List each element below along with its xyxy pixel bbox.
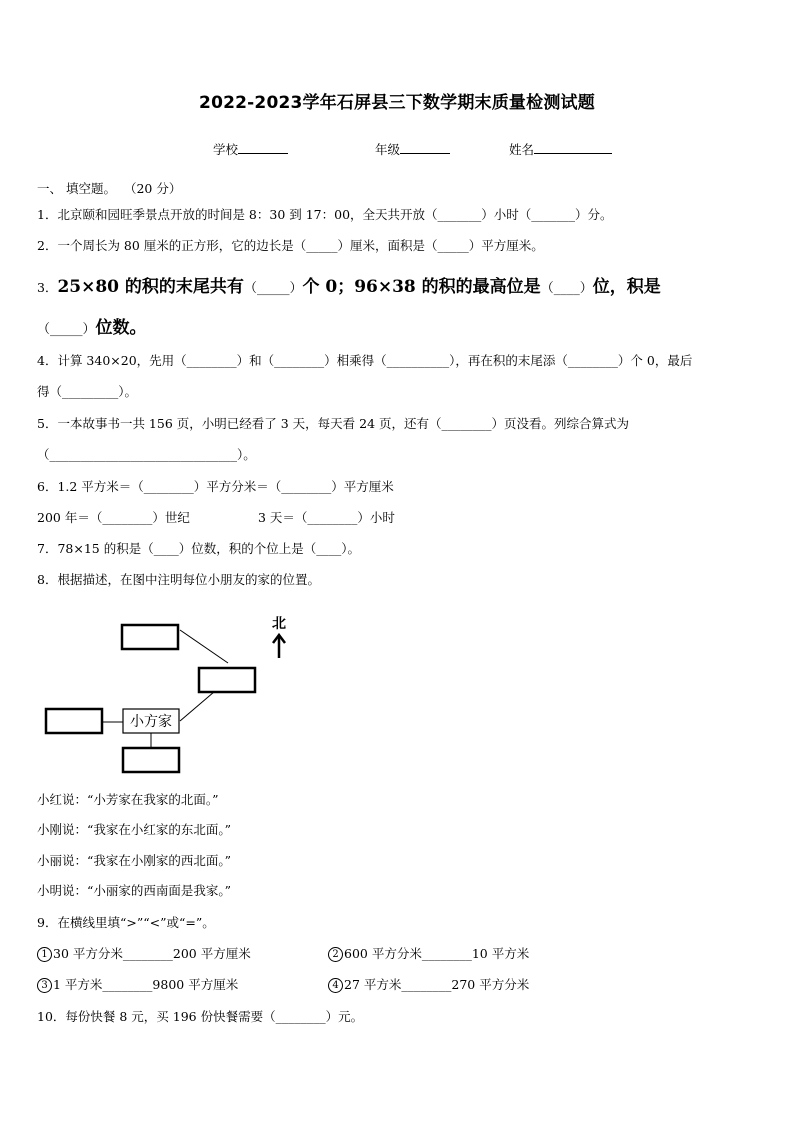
question-7: 7．78×15 的积是（____）位数，积的个位上是（____）。 (37, 541, 360, 556)
question-2: 2．一个周长为 80 厘米的正方形，它的边长是（_____）厘米，面积是（_____）平方厘米。 (37, 238, 544, 253)
question-1: 1．北京颐和园旺季景点开放的时间是 8：30 到 17：00，全天共开放（_______）小时（_______）分。 (37, 207, 613, 222)
statement-xiaohong: 小红说：“小芳家在我家的北面。” (37, 792, 219, 807)
circled-number-icon: 4 (328, 978, 343, 993)
school-field (213, 140, 288, 158)
question-6-line1: 6．1.2 平方米＝（________）平方分米＝（________）平方厘米 (37, 479, 394, 494)
circled-number-icon: 3 (37, 978, 52, 993)
house-diagram (40, 608, 300, 778)
house-box-top[interactable] (122, 625, 178, 649)
circled-number-icon: 2 (328, 947, 343, 962)
statement-xiaoming: 小明说：“小丽家的西南面是我家。” (37, 883, 232, 898)
question-4-line2: 得（_________）。 (37, 384, 138, 399)
statement-xiaoli: 小丽说：“我家在小刚家的西北面。” (37, 853, 232, 868)
school-blank[interactable] (238, 140, 288, 154)
north-label: 北 (272, 616, 286, 632)
question-4-line1: 4．计算 340×20，先用（________）和（________）相乘得（__________），再在积的末尾添（________）个 0，最后 (37, 353, 693, 368)
section-score: （20 分） (123, 181, 182, 196)
question-3-line2: （_____）位数。 (37, 318, 147, 338)
section-heading: 一、 填空题。 （20 分） (37, 181, 182, 196)
q3-blank-3[interactable]: （_____） (37, 322, 96, 337)
page-title: 2022-2023学年石屏县三下数学期末质量检测试题 (199, 93, 595, 113)
question-6-line2a: 200 年＝（________）世纪 (37, 510, 190, 525)
grade-label: 年级 (375, 142, 401, 157)
connector-line-ne (180, 630, 228, 663)
house-box-west[interactable] (46, 709, 102, 733)
question-8: 8．根据描述，在图中注明每位小朋友的家的位置。 (37, 572, 320, 587)
statement-xiaogang: 小刚说：“我家在小红家的东北面。” (37, 822, 232, 837)
house-box-east[interactable] (199, 668, 255, 692)
q9-item-1: 1 30 平方分米________200 平方厘米 (37, 945, 251, 963)
q3-blank-2[interactable]: （____） (540, 281, 593, 296)
question-3-line1: 3．25×80 的积的末尾共有（_____）个 0；96×38 的积的最高位是（____）位，积是 (37, 277, 661, 297)
q9-item-4: 4 27 平方米________270 平方分米 (328, 976, 529, 994)
question-10: 10．每份快餐 8 元，买 196 份快餐需要（________）元。 (37, 1009, 364, 1024)
q9-item-3: 3 1 平方米________9800 平方厘米 (37, 976, 238, 994)
name-field (509, 140, 612, 158)
grade-blank[interactable] (400, 140, 450, 154)
question-5-line2: （______________________________）。 (37, 447, 256, 462)
house-box-south[interactable] (123, 748, 179, 772)
xiaofang-house-label: 小方家 (130, 714, 172, 730)
name-blank[interactable] (534, 140, 612, 154)
q9-item-2: 2 600 平方分米________10 平方米 (328, 945, 529, 963)
name-label: 姓名 (509, 142, 535, 157)
q3-blank-1[interactable]: （_____） (243, 281, 303, 296)
question-5-line1: 5．一本故事书一共 156 页，小明已经看了 3 天，每天看 24 页，还有（________）页没看。列综合算式为 (37, 416, 630, 431)
question-6-line2b: 3 天＝（________）小时 (258, 510, 395, 525)
circled-number-icon: 1 (37, 947, 52, 962)
school-label: 学校 (213, 142, 239, 157)
question-9: 9．在横线里填“>”“<”或“=”。 (37, 915, 215, 930)
grade-field (375, 140, 450, 158)
